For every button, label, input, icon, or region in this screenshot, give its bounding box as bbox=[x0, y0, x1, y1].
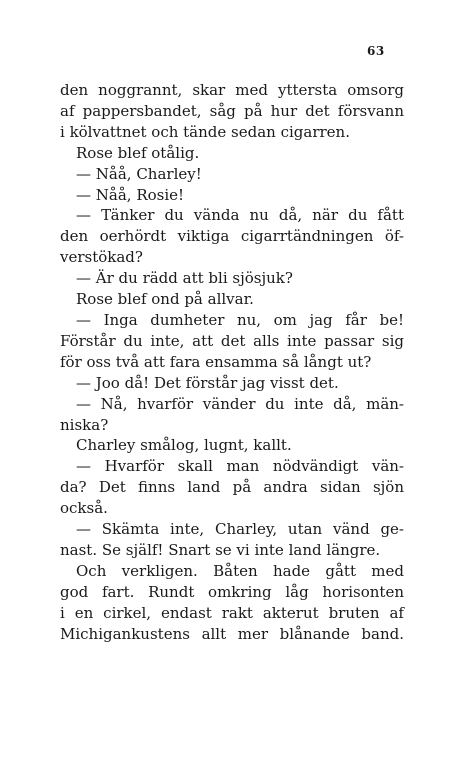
text-line: Michigankustens allt mer blånande band. bbox=[60, 624, 404, 643]
text-line: den noggrannt, skar med yttersta omsorg bbox=[60, 81, 404, 99]
text-line: också. bbox=[60, 499, 108, 518]
page-number: 63 bbox=[367, 44, 385, 58]
text-line: för oss två att fara ensamma så långt ut? bbox=[60, 352, 372, 371]
text-line: i en cirkel, endast rakt akterut bruten af bbox=[60, 603, 404, 622]
text-line: — Nåå, Charley! bbox=[76, 164, 202, 183]
text-line: af pappersbandet, såg på hur det försvann bbox=[60, 101, 404, 120]
text-line: — Inga dumheter nu, om jag får be! bbox=[76, 310, 404, 329]
text-line: — Nåå, Rosie! bbox=[76, 185, 185, 204]
text-line: den oerhördt viktiga cigarrtändningen öf- bbox=[60, 227, 404, 246]
text-line: verstökad? bbox=[60, 248, 143, 267]
text-line: Förstår du inte, att det alls inte passar sig bbox=[60, 331, 404, 350]
text-line: niska? bbox=[60, 415, 109, 434]
text-line: i kölvattnet och tände sedan cigarren. bbox=[60, 122, 350, 141]
text-line: Rose blef ond på allvar. bbox=[76, 290, 254, 309]
text-line: da? Det finns land på andra sidan sjön bbox=[60, 478, 404, 497]
body-text bbox=[60, 80, 404, 644]
text-line: — Nå, hvarför vänder du inte då, män- bbox=[76, 394, 404, 413]
text-line: Och verkligen. Båten hade gått med bbox=[76, 561, 404, 580]
text-line: — Skämta inte, Charley, utan vänd ge- bbox=[76, 520, 404, 539]
text-line: god fart. Rundt omkring låg horisonten bbox=[60, 582, 404, 601]
text-line: Charley smålog, lugnt, kallt. bbox=[76, 436, 292, 455]
text-line: nast. Se själf! Snart se vi inte land längre. bbox=[60, 540, 381, 559]
text-line: — Tänker du vända nu då, när du fått bbox=[76, 206, 404, 225]
text-line: — Är du rädd att bli sjösjuk? bbox=[76, 269, 293, 288]
text-line: — Joo då! Det förstår jag visst det. bbox=[76, 373, 339, 392]
text-line: Rose blef otålig. bbox=[76, 143, 200, 162]
text-line: — Hvarför skall man nödvändigt vän- bbox=[76, 457, 404, 476]
